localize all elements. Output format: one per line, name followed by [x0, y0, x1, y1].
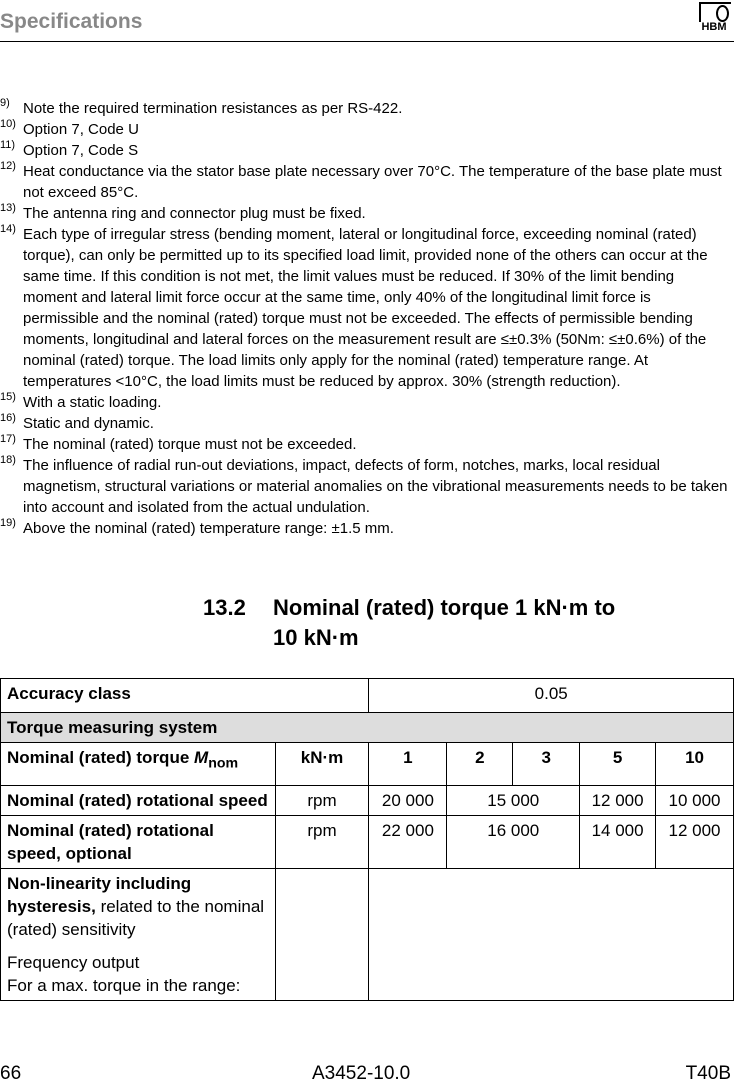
- footnote-number: 12): [0, 160, 16, 172]
- footnote: [0, 161, 730, 203]
- footnote: [0, 140, 730, 161]
- header-rule: [0, 41, 734, 42]
- footnote: [0, 413, 730, 434]
- accuracy-label: Accuracy class: [1, 679, 369, 713]
- footnote-text: With a static loading.: [23, 394, 162, 411]
- hbm-logo: HBM: [697, 2, 731, 33]
- footnote-number: 9): [0, 97, 10, 109]
- cell: 12 000: [656, 816, 734, 869]
- row-label: Non-linearity including hysteresis, related to the nominal (rated) sensitivity Frequency output For a max. torque in the range:: [1, 869, 276, 1001]
- footnote-text: The antenna ring and connector plug must be fixed.: [23, 205, 366, 222]
- footnote-number: 16): [0, 412, 16, 424]
- cell: 15 000: [447, 786, 580, 816]
- cell: 12 000: [580, 786, 656, 816]
- header-title: Specifications: [0, 10, 143, 33]
- footnote: [0, 203, 730, 224]
- table-row: [1, 869, 734, 1001]
- section-heading: [203, 593, 615, 653]
- cell: 14 000: [580, 816, 656, 869]
- cell: 20 000: [369, 786, 447, 816]
- unit: [275, 869, 369, 1001]
- footnote: [0, 224, 730, 392]
- footnote: [0, 119, 730, 140]
- footnote-text: Static and dynamic.: [23, 415, 154, 432]
- cell: 1: [369, 743, 447, 786]
- footnote-number: 18): [0, 454, 16, 466]
- section-title-line2: 10 kN·m: [273, 625, 359, 650]
- section-title: Nominal (rated) torque 1 kN·m to: [273, 595, 616, 620]
- table-group-row: [1, 713, 734, 743]
- footnote-text: The influence of radial run-out deviations, impact, defects of form, notches, marks, local residual magnetism, structural variations or material anomalies on the vibrational measurements needs to be taken into account and isolated from the actual undulation.: [23, 457, 728, 516]
- unit: rpm: [275, 816, 369, 869]
- footnote-text: The nominal (rated) torque must not be exceeded.: [23, 436, 357, 453]
- torque-label: Nominal (rated) torque $M_{nom}$: [1, 743, 276, 786]
- table-row: [1, 816, 734, 869]
- footnote-text: Option 7, Code S: [23, 142, 139, 159]
- table-row: [1, 679, 734, 713]
- footnote: [0, 98, 730, 119]
- cell: 16 000: [447, 816, 580, 869]
- unit: kN·m: [275, 743, 369, 786]
- spec-table: [0, 678, 734, 1001]
- row-label: Nominal (rated) rotational speed, optional: [1, 816, 276, 869]
- footnote: [0, 434, 730, 455]
- footnote-number: 14): [0, 223, 16, 235]
- footnote-text: Above the nominal (rated) temperature range: ±1.5 mm.: [23, 520, 394, 537]
- footnote-number: 13): [0, 202, 16, 214]
- doc-number: A3452-10.0: [312, 1063, 411, 1084]
- cell: 2: [447, 743, 513, 786]
- table-row: [1, 743, 734, 786]
- footnote-number: 19): [0, 517, 16, 529]
- footnote-text: Option 7, Code U: [23, 121, 139, 138]
- section-number: 13.2: [203, 595, 246, 620]
- accuracy-value: 0.05: [369, 679, 734, 713]
- footnote-text: Each type of irregular stress (bending moment, lateral or longitudinal force, exceeding nominal (rated) torque), can only be permitted up to its specified load limit, provided none of the others can occur at the same time. If this condition is not met, the limit values must be reduced. If 30% of the limit bending moment and lateral limit force occur at the same time, only 40% of the longitudinal limit force is permissible and the nominal (rated) torque must not be exceeded. The effects of permissible bending moments, longitudinal and lateral forces on the measurement result are ≤±0.3% (50Nm: ≤±0.6%) of the nominal (rated) torque. The load limits only apply for the nominal (rated) temperature range. At temperatures <10°C, the load limits must be reduced by approx. 30% (strength reduction).: [23, 226, 708, 390]
- footnote-text: Note the required termination resistances as per RS-422.: [23, 100, 403, 117]
- cell: 5: [580, 743, 656, 786]
- footnote-number: 11): [0, 139, 16, 151]
- footnote-number: 10): [0, 118, 16, 130]
- row-label: Nominal (rated) rotational speed: [1, 786, 276, 816]
- cell: [369, 869, 734, 1001]
- footnotes: [0, 98, 730, 539]
- footnote-text: Heat conductance via the stator base plate necessary over 70°C. The temperature of the base plate must not exceed 85°C.: [23, 163, 722, 201]
- product-name: T40B: [685, 1063, 731, 1084]
- cell: 10: [656, 743, 734, 786]
- footnote-number: 15): [0, 391, 16, 403]
- footnote: [0, 455, 730, 518]
- cell: 3: [513, 743, 580, 786]
- table-row: [1, 786, 734, 816]
- unit: rpm: [275, 786, 369, 816]
- footnote: [0, 392, 730, 413]
- cell: 22 000: [369, 816, 447, 869]
- footnote-number: 17): [0, 433, 16, 445]
- page-number: 66: [0, 1063, 22, 1084]
- footnote: [0, 518, 730, 539]
- cell: 10 000: [656, 786, 734, 816]
- group-label: Torque measuring system: [1, 713, 734, 743]
